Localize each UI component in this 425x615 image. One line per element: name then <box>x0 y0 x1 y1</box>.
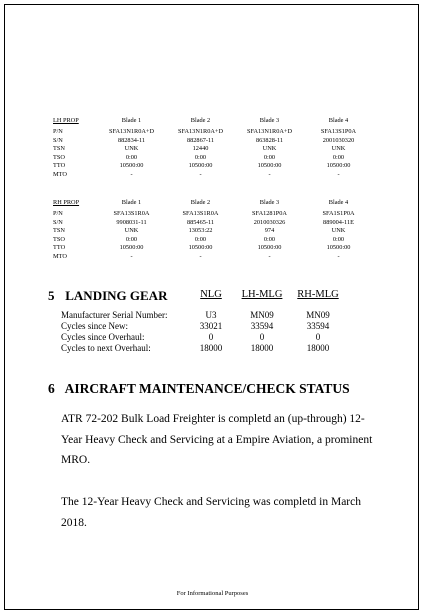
cell: 882867-11 <box>186 136 215 144</box>
row-label: MTO <box>53 170 67 178</box>
lh-blade-3-header: Blade 3 <box>259 117 280 125</box>
rh-blade-4-header: Blade 4 <box>328 199 349 207</box>
cell: UNK <box>262 145 277 153</box>
table-row <box>53 154 373 163</box>
cell: 863828-11 <box>255 136 284 144</box>
lh-prop-title: LH PROP <box>53 117 79 125</box>
cell: 10500:00 <box>119 244 144 252</box>
table-row <box>53 145 373 154</box>
rh-prop-title: RH PROP <box>53 199 80 207</box>
cell: 18000 <box>306 343 330 353</box>
row-label: S/N <box>53 218 63 226</box>
cell: 882834-11 <box>117 136 146 144</box>
cell: - <box>130 170 133 178</box>
cell: UNK <box>331 227 346 235</box>
cell: - <box>337 252 340 260</box>
cell: SFA13S1P0A <box>320 128 357 135</box>
lh-blade-4-header: Blade 4 <box>328 117 349 125</box>
cell: SFA1281P0A <box>252 210 287 217</box>
row-label: TSO <box>53 235 65 243</box>
cell: SFA13N1R0A+D <box>108 128 155 135</box>
cell: 0 <box>259 332 265 342</box>
lg-row-label: Cycles since Overhaul: <box>61 332 145 342</box>
row-label: P/N <box>53 210 63 217</box>
cell: 0 <box>208 332 214 342</box>
rh-mlg-column-header: RH-MLG <box>297 289 339 300</box>
cell: 2001030320 <box>322 136 355 144</box>
cell: 2010030326 <box>253 218 286 226</box>
cell: 0:00 <box>194 153 207 161</box>
cell: SFA13S1R0A <box>182 210 219 217</box>
page-footer: For Informational Purposes <box>176 590 249 597</box>
cell: 0:00 <box>125 235 138 243</box>
lg-row-label: Cycles to next Overhaul: <box>61 343 151 353</box>
row-label: TSN <box>53 227 65 235</box>
cell: 974 <box>264 227 275 235</box>
cell: 33594 <box>306 321 330 331</box>
cell: - <box>199 252 202 260</box>
cell: MN09 <box>306 310 330 320</box>
section-number: 5 <box>48 288 55 303</box>
cell: - <box>268 252 271 260</box>
cell: - <box>130 252 133 260</box>
rh-blade-3-header: Blade 3 <box>259 199 280 207</box>
cell: 0:00 <box>125 153 138 161</box>
row-label: TTO <box>53 244 66 252</box>
row-label: TTO <box>53 162 66 170</box>
rh-blade-1-header: Blade 1 <box>121 199 142 207</box>
cell: UNK <box>331 145 346 153</box>
cell: 10500:00 <box>188 244 213 252</box>
cell: 12440 <box>192 145 209 153</box>
table-row <box>53 162 373 171</box>
row-label: MTO <box>53 252 67 260</box>
cell: 0:00 <box>332 153 345 161</box>
cell: 889004-11E <box>323 218 354 226</box>
rh-prop-table <box>53 197 373 262</box>
table-row <box>53 244 373 253</box>
cell: 885465-11 <box>186 218 215 226</box>
table-row <box>53 210 373 219</box>
section-number: 6 <box>48 381 55 396</box>
lh-blade-1-header: Blade 1 <box>121 117 142 125</box>
maintenance-paragraph-2: The 12-Year Heavy Check and Servicing was completd in March 2018. <box>61 496 361 529</box>
table-row <box>53 137 373 146</box>
cell: SFA13N1R0A+D <box>177 128 224 135</box>
cell: 33021 <box>199 321 223 331</box>
cell: U3 <box>205 310 217 320</box>
cell: 0:00 <box>263 153 276 161</box>
cell: SFA1S1P0A <box>322 210 355 217</box>
cell: MN09 <box>250 310 274 320</box>
lg-row-label: Cycles since New: <box>61 321 128 331</box>
cell: - <box>199 170 202 178</box>
cell: 18000 <box>199 343 223 353</box>
table-row <box>53 128 373 137</box>
section-title: AIRCRAFT MAINTENANCE/CHECK STATUS <box>64 381 350 396</box>
cell: SFA13S1R0A <box>113 210 150 217</box>
cell: - <box>268 170 271 178</box>
cell: 0:00 <box>332 235 345 243</box>
cell: UNK <box>124 145 139 153</box>
cell: - <box>337 170 340 178</box>
document-page <box>4 4 419 610</box>
lh-prop-table <box>53 115 373 180</box>
cell: 13053:22 <box>188 227 213 235</box>
cell: 10500:00 <box>188 162 213 170</box>
row-label: P/N <box>53 128 63 135</box>
cell: 10500:00 <box>119 162 144 170</box>
maintenance-heading <box>48 381 350 397</box>
cell: 9908031-11 <box>116 218 147 226</box>
table-row <box>53 219 373 228</box>
row-label: TSN <box>53 145 65 153</box>
table-row <box>53 253 373 262</box>
cell: 10500:00 <box>326 162 351 170</box>
table-row <box>53 171 373 180</box>
cell: UNK <box>124 227 139 235</box>
cell: 33594 <box>250 321 274 331</box>
cell: 10500:00 <box>257 244 282 252</box>
table-row <box>53 236 373 245</box>
cell: 10500:00 <box>257 162 282 170</box>
cell: 0:00 <box>263 235 276 243</box>
cell: SFA13N1R0A+D <box>246 128 293 135</box>
nlg-column-header: NLG <box>200 289 222 300</box>
table-row <box>53 227 373 236</box>
landing-gear-heading <box>48 288 167 304</box>
row-label: TSO <box>53 153 65 161</box>
lg-row-label: Manufacturer Serial Number: <box>61 310 168 320</box>
cell: 18000 <box>250 343 274 353</box>
cell: 0 <box>315 332 321 342</box>
maintenance-paragraph-1: ATR 72-202 Bulk Load Freighter is completd an (up-through) 12-Year Heavy Check and Servicing at a Empire Aviation, a prominent MRO. <box>61 413 373 466</box>
section-title: LANDING GEAR <box>65 288 168 303</box>
rh-blade-2-header: Blade 2 <box>190 199 211 207</box>
lh-mlg-column-header: LH-MLG <box>241 289 283 300</box>
lh-blade-2-header: Blade 2 <box>190 117 211 125</box>
cell: 0:00 <box>194 235 207 243</box>
cell: 10500:00 <box>326 244 351 252</box>
row-label: S/N <box>53 136 63 144</box>
